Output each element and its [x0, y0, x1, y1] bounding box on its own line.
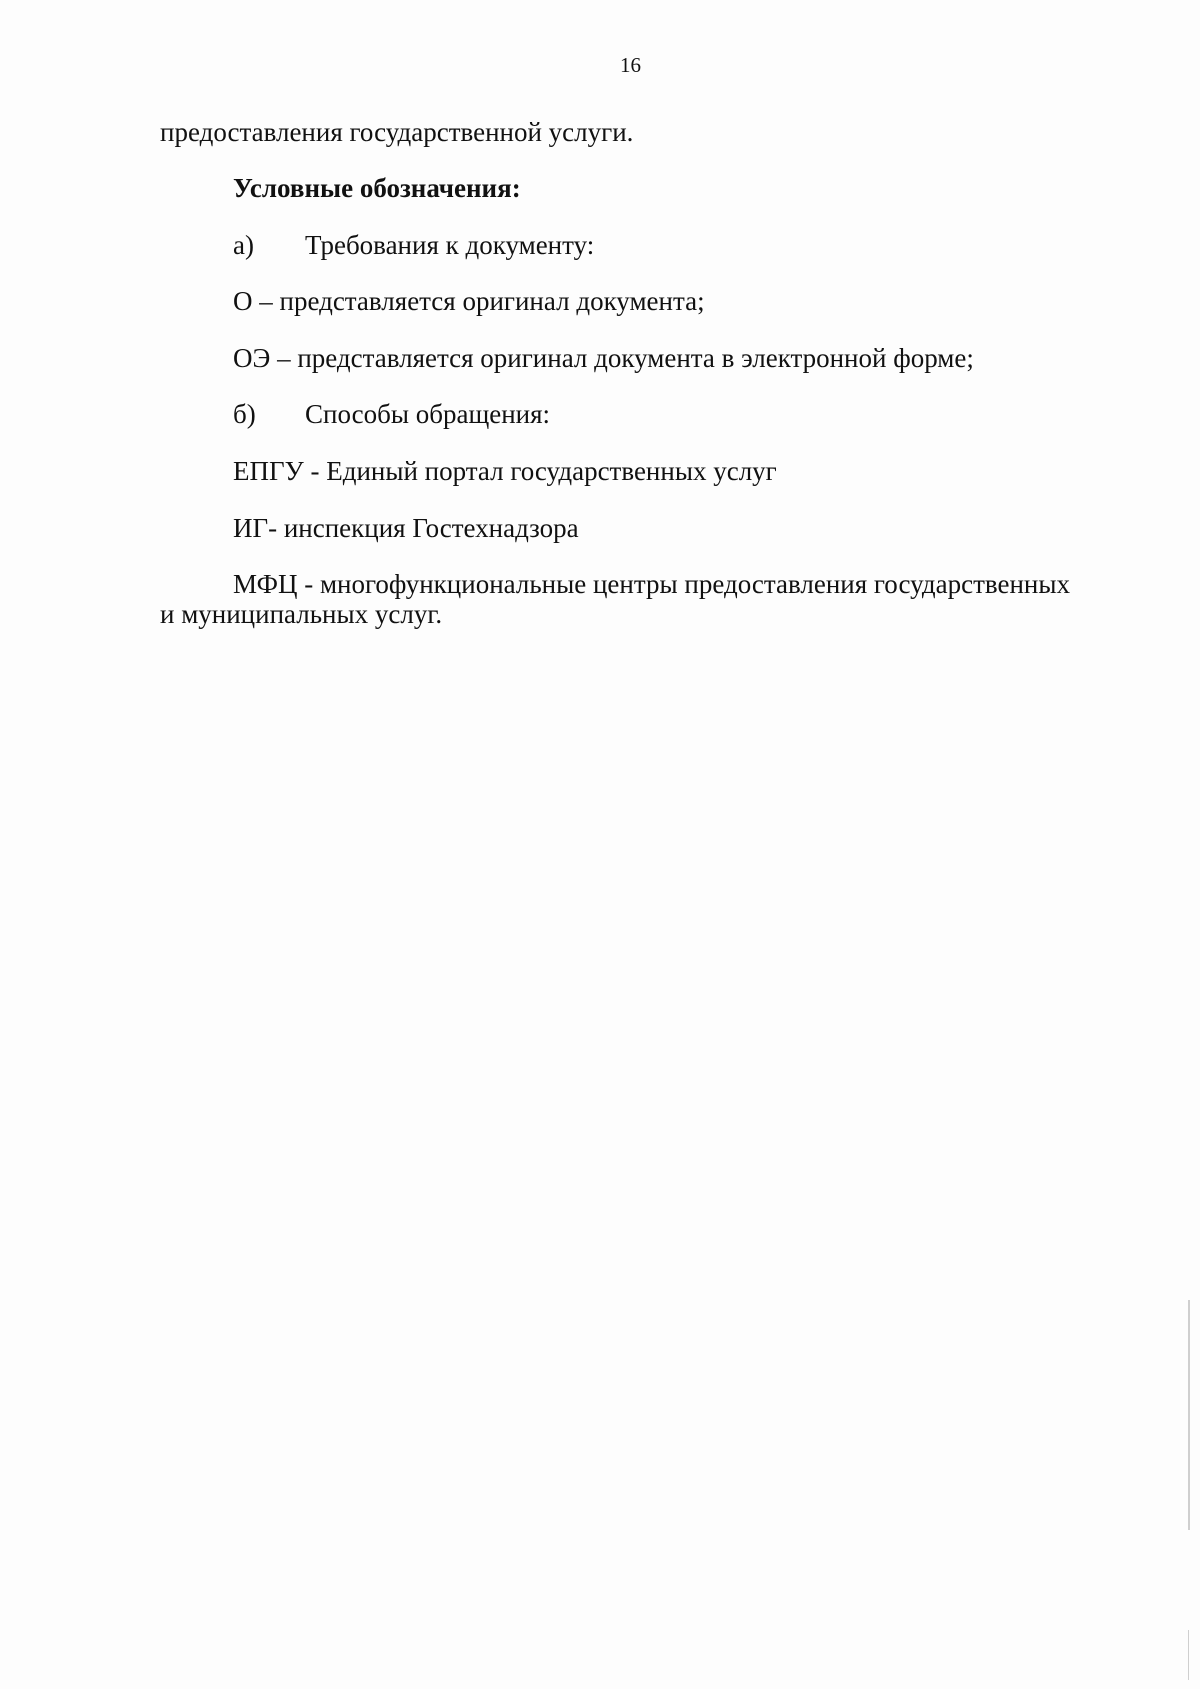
section-a-title: Требования к документу:: [305, 230, 595, 260]
legend-section-b: [233, 398, 550, 430]
section-b-marker: б): [233, 399, 256, 429]
section-a-marker: а): [233, 230, 254, 260]
legend-item-mfc-line2: и муниципальных услуг.: [160, 599, 443, 629]
legend-item-oe: ОЭ – представляется оригинал документа в электронной форме;: [233, 343, 974, 373]
legend-item-mfc-line1: МФЦ - многофункциональные центры предоставления государственных: [233, 569, 1070, 599]
legend-section-a: [233, 229, 594, 261]
scan-edge-line: [1188, 1300, 1190, 1530]
section-b-title: Способы обращения:: [305, 399, 551, 429]
continuation-text: предоставления государственной услуги.: [160, 117, 634, 147]
legend-item-ig: ИГ- инспекция Гостехнадзора: [233, 513, 579, 543]
legend-heading: Условные обозначения:: [233, 173, 521, 203]
legend-item-o: О – представляется оригинал документа;: [233, 286, 705, 316]
page-number: 16: [620, 53, 641, 77]
legend-item-epgu: ЕПГУ - Единый портал государственных услуг: [233, 456, 777, 486]
scan-edge-line-bottom: [1188, 1630, 1189, 1680]
